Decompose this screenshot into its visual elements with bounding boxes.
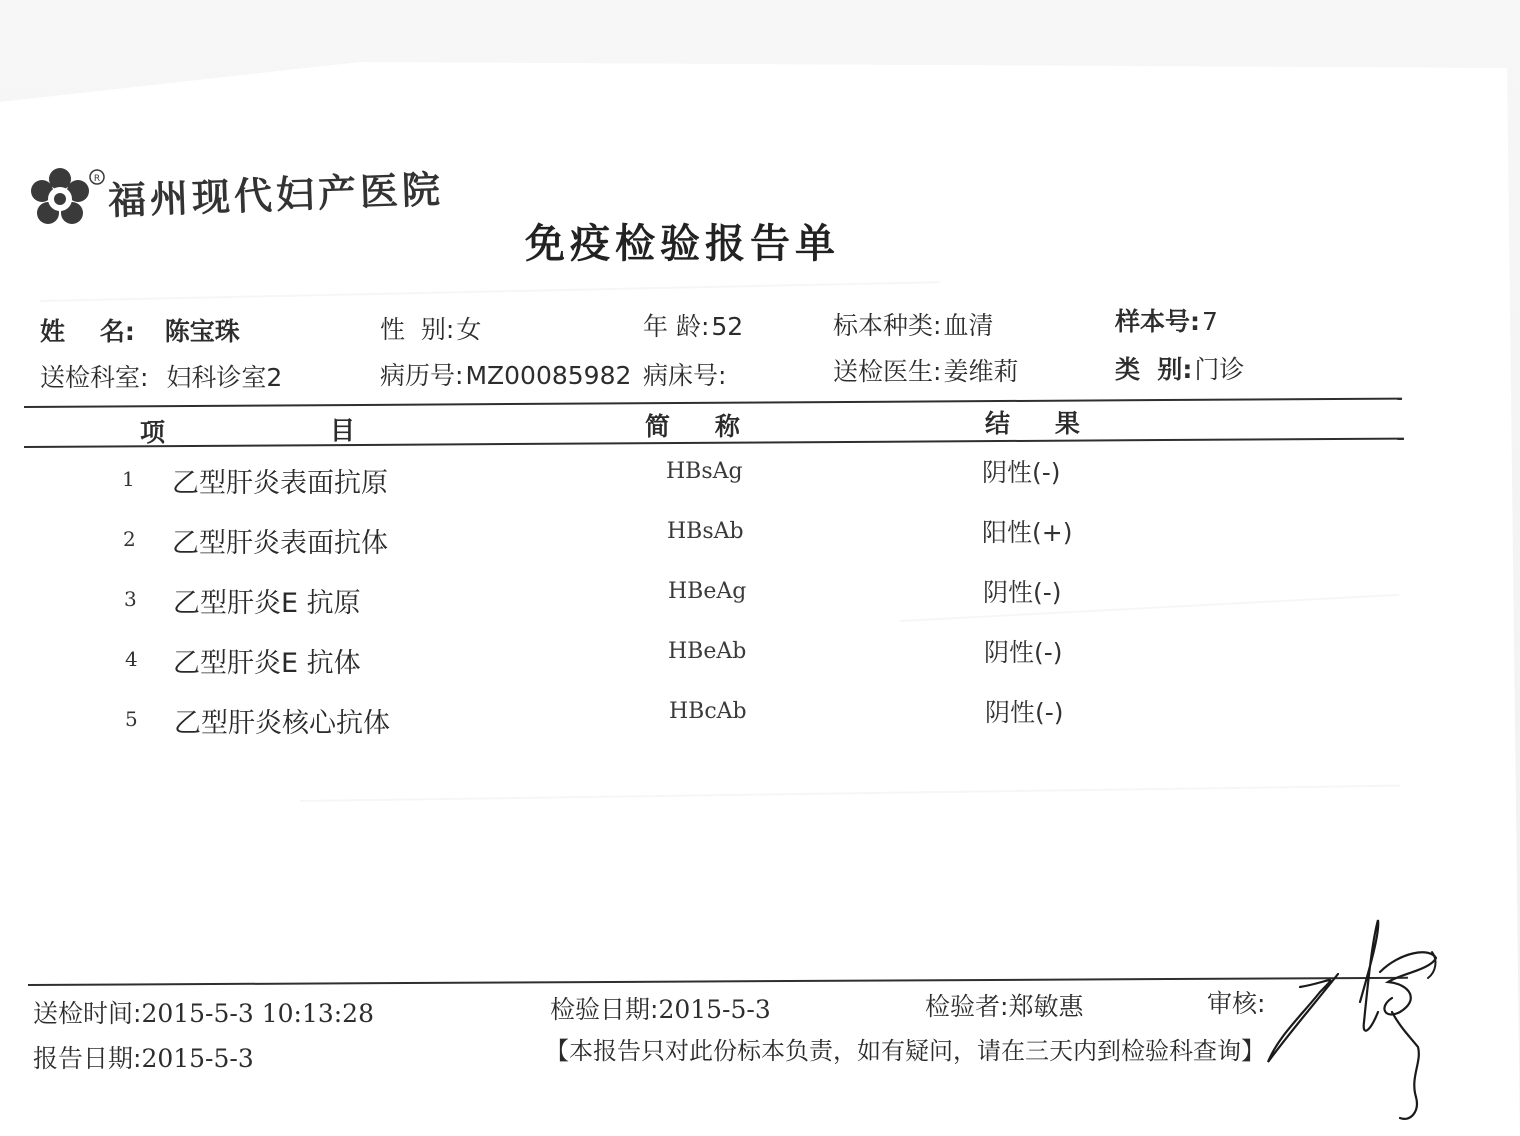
row-result: 阴性(-)	[982, 458, 1061, 487]
sample-no-field	[1115, 302, 1218, 338]
tester-field	[925, 987, 1083, 1023]
department-field	[40, 358, 282, 394]
submit-time-label: 送检时间:	[33, 999, 142, 1028]
paper-crease	[40, 281, 940, 302]
column-header-item-2: 目	[330, 416, 358, 445]
row-result: 阳性(+)	[982, 518, 1073, 547]
row-result: 阴性(-)	[985, 698, 1064, 727]
report-date-value: 2015-5-3	[141, 1044, 254, 1073]
column-header-result: 结 果	[985, 409, 1082, 438]
column-header-abbr: 简 称	[645, 412, 742, 441]
paper-crease	[300, 785, 1400, 802]
tester-label: 检验者:	[925, 992, 1009, 1021]
doctor-value: 姜维莉	[943, 357, 1019, 386]
sample-no-value: 7	[1202, 307, 1218, 336]
hospital-name: 福州现代妇产医院	[107, 166, 445, 223]
svg-text:R: R	[93, 174, 101, 184]
test-date-field	[550, 990, 771, 1026]
submit-time-field	[33, 994, 374, 1030]
row-abbreviation: HBcAb	[669, 699, 747, 724]
row-abbreviation: HBsAb	[667, 519, 744, 544]
patient-name-value: 陈宝珠	[164, 317, 240, 346]
row-abbreviation: HBeAg	[668, 579, 747, 604]
doctor-field	[833, 352, 1018, 388]
reviewer-signature	[1260, 912, 1460, 1127]
paper-crease	[900, 594, 1399, 622]
row-item-name: 乙型肝炎核心抗体	[174, 708, 390, 739]
row-result: 阴性(-)	[983, 578, 1062, 607]
row-index: 4	[125, 647, 138, 671]
patient-name-field	[40, 312, 240, 348]
medical-record-field	[380, 356, 631, 392]
category-field	[1115, 350, 1244, 386]
age-label: 年 龄:	[643, 312, 710, 341]
row-item-name: 乙型肝炎表面抗原	[172, 468, 388, 499]
report-notice: 【本报告只对此份标本负责，如有疑问，请在三天内到检验科查询】	[545, 1037, 1265, 1065]
row-item-name: 乙型肝炎表面抗体	[172, 528, 388, 559]
gender-field	[380, 310, 481, 346]
medical-record-label: 病历号:	[380, 361, 464, 390]
doctor-label: 送检医生:	[833, 357, 942, 386]
row-index: 2	[123, 527, 136, 551]
row-index: 1	[122, 467, 135, 491]
category-label: 类 别:	[1115, 355, 1193, 384]
row-item-name: 乙型肝炎E 抗原	[173, 588, 361, 619]
gender-value: 女	[456, 315, 482, 344]
bed-no-field	[643, 356, 728, 392]
age-value: 52	[711, 312, 744, 341]
reviewer-field	[1207, 984, 1265, 1020]
sample-no-label: 样本号:	[1115, 307, 1200, 336]
column-header-item-1: 项	[140, 418, 168, 447]
specimen-field	[833, 306, 993, 342]
patient-name-label: 姓 名:	[40, 317, 135, 346]
department-value: 妇科诊室2	[166, 363, 283, 392]
department-label: 送检科室:	[40, 363, 149, 392]
test-date-label: 检验日期:	[550, 995, 659, 1024]
specimen-value: 血清	[943, 311, 994, 340]
submit-time-value: 2015-5-3 10:13:28	[141, 999, 374, 1028]
tester-value: 郑敏惠	[1008, 992, 1084, 1021]
category-value: 门诊	[1194, 355, 1245, 384]
medical-record-value: MZ00085982	[465, 361, 632, 390]
gender-label: 性 别:	[380, 315, 455, 344]
report-date-label: 报告日期:	[33, 1044, 142, 1073]
report-date-field	[33, 1039, 254, 1075]
report-title: 免疫检验报告单	[525, 221, 840, 267]
row-abbreviation: HBeAb	[668, 639, 747, 664]
row-result: 阴性(-)	[984, 638, 1063, 667]
bed-no-label: 病床号:	[643, 361, 727, 390]
row-index: 5	[125, 707, 138, 731]
row-item-name: 乙型肝炎E 抗体	[173, 648, 361, 679]
test-date-value: 2015-5-3	[658, 995, 771, 1024]
reviewer-label: 审核:	[1207, 989, 1266, 1018]
row-index: 3	[124, 587, 137, 611]
hospital-logo-icon	[22, 165, 106, 233]
age-field	[643, 307, 743, 343]
specimen-label: 标本种类:	[833, 311, 942, 340]
row-abbreviation: HBsAg	[666, 459, 743, 484]
